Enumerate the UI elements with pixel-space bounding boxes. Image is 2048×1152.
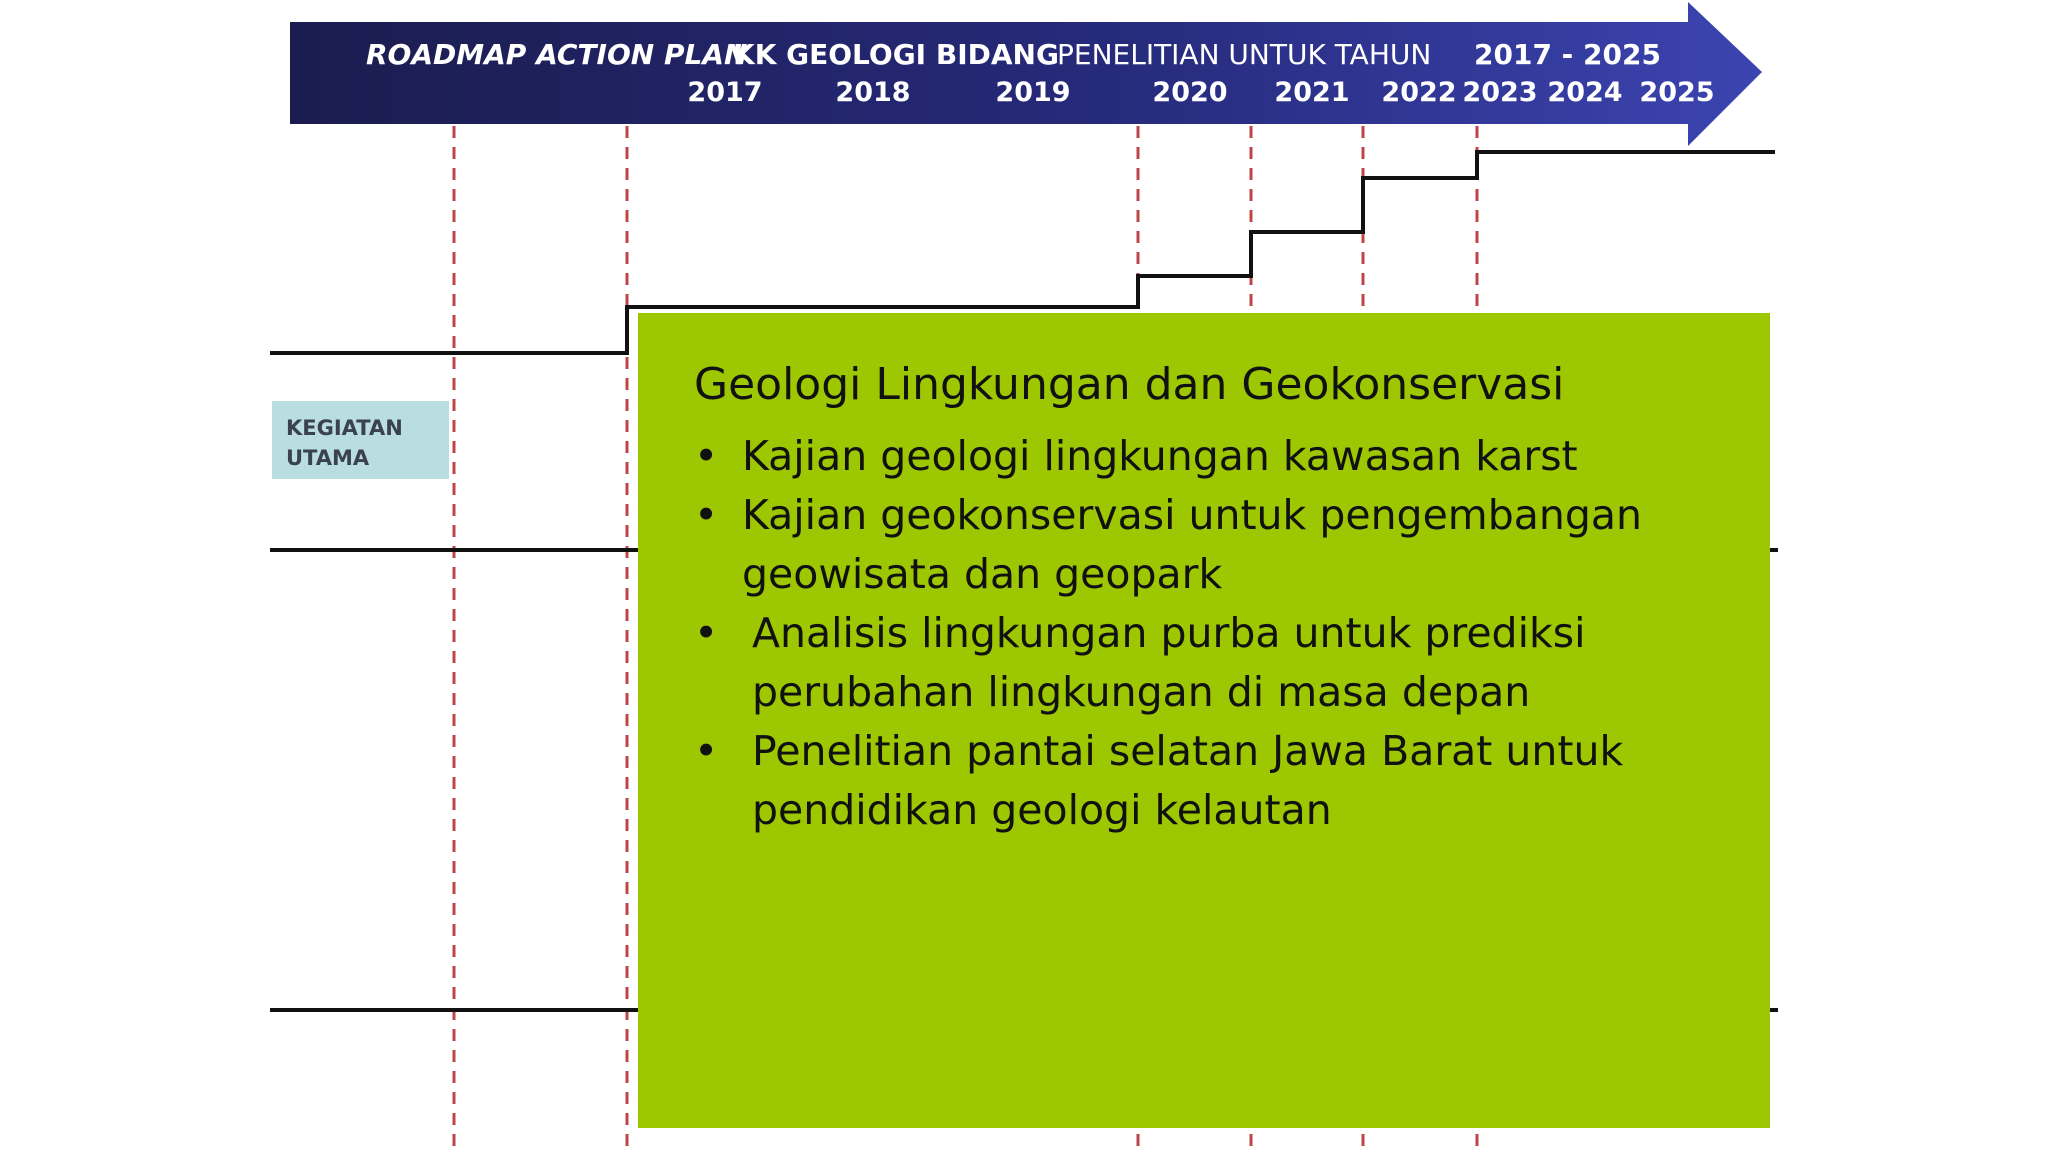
year-label: 2025 [1639,77,1715,108]
bullet-icon: • [694,609,719,657]
panel-title: Geologi Lingkungan dan Geokonservasi [694,359,1565,410]
year-label: 2023 [1462,77,1538,108]
bullet-list [694,427,1720,840]
bullet-icon: • [694,432,719,480]
list-item-text: Kajian geologi lingkungan kawasan karst [742,432,1578,480]
year-label: 2024 [1547,77,1623,108]
year-label: 2018 [835,77,911,108]
timeline-arrow [290,2,1762,146]
row-label: KEGIATAN UTAMA [286,416,403,470]
row-label-box [272,401,449,479]
roadmap-title-field: KK GEOLOGI BIDANG [733,38,1059,71]
year-label: 2019 [995,77,1071,108]
year-label: 2021 [1274,77,1350,108]
list-item [694,486,1720,604]
year-label: 2020 [1152,77,1228,108]
roadmap-title: ROADMAP ACTION PLAN [366,38,748,71]
roadmap-year-range: 2017 - 2025 [1474,38,1661,71]
roadmap-subtitle: PENELITIAN UNTUK TAHUN [1057,38,1432,71]
year-label: 2017 [687,77,763,108]
bullet-icon: • [694,491,719,539]
list-item [694,604,1720,722]
list-item [694,722,1720,840]
bullet-icon: • [694,727,719,775]
list-item-text: Analisis lingkungan purba untuk prediksi perubahan lingkungan di masa depan [752,609,1586,716]
list-item [694,427,1720,486]
list-item-text: Penelitian pantai selatan Jawa Barat untuk pendidikan geologi kelautan [752,727,1624,834]
content-panel [638,313,1770,1128]
list-item-text: Kajian geokonservasi untuk pengembangan geowisata dan geopark [742,491,1643,598]
year-label: 2022 [1381,77,1457,108]
